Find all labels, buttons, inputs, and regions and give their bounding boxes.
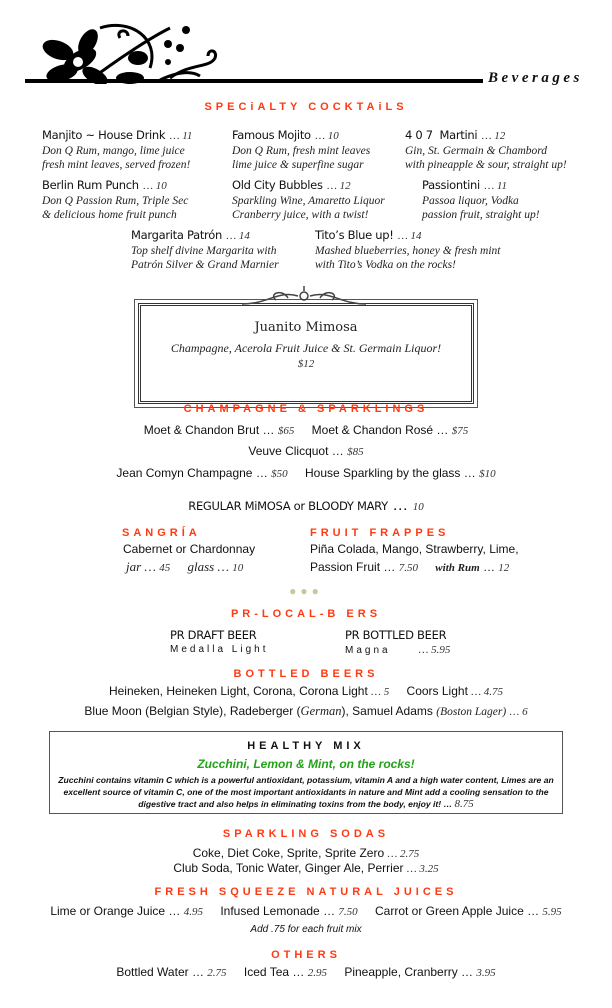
- item-price: … 11: [484, 180, 508, 192]
- item-price: … 12: [327, 180, 351, 192]
- healthy-subtitle: Zucchini, Lemon & Mint, on the rocks!: [197, 757, 415, 771]
- item-price: 2.75: [400, 848, 420, 860]
- item-name: Margarita Patrón: [131, 228, 222, 242]
- rum-label: with Rum: [435, 562, 480, 574]
- item-price: 5.95: [542, 906, 562, 918]
- item-name: Jean Comyn Champagne: [116, 466, 253, 480]
- item-name: Magna: [345, 645, 391, 656]
- item-price: … 10: [143, 180, 167, 192]
- item-price: … 12: [481, 130, 506, 142]
- origin: German: [300, 704, 342, 718]
- item-price: 12: [498, 562, 510, 574]
- item-price: 5: [383, 686, 390, 698]
- item-price: … 14: [397, 230, 422, 242]
- healthy-desc: [56, 774, 556, 810]
- menu-item: [42, 176, 188, 222]
- frappes-line-2: Passion Fruit … 7.50 with Rum … 12: [310, 560, 510, 574]
- item-name: Coke, Diet Coke, Sprite, Sprite Zero: [192, 846, 385, 860]
- bottled-heading: PR BOTTLED BEER: [345, 628, 447, 642]
- item-price: 5.95: [431, 644, 451, 656]
- sangria-line: Cabernet or Chardonnay: [123, 542, 256, 556]
- section-heading-frappes: FRUIT FRAPPES: [310, 527, 450, 539]
- item-name: Heineken, Heineken Light, Corona, Corona Light: [108, 684, 368, 698]
- item-name: Tito’s Blue up!: [315, 228, 394, 242]
- item-price: 4.95: [183, 906, 203, 918]
- menu-item: [315, 226, 500, 272]
- ornament-icon: [238, 284, 370, 308]
- menu-item: [232, 126, 370, 172]
- jar-label: jar: [126, 559, 142, 574]
- item-name: 4 0 7 Martini: [405, 128, 478, 142]
- desc-text: Zucchini contains vitamin C which is a powerful antioxidant, potassium, vitamin A and a high water content, Limes are an excellent source of vitamin C, one of the most important antioxidants in nature and Mint add a cooling sensation to the digestive tract and also helps in eliminating toxins from the body, enjoy it! …: [58, 775, 554, 809]
- item-price: 3.95: [476, 967, 496, 979]
- item-desc: & delicious home fruit punch: [42, 209, 177, 221]
- section-heading-local-beers: PR-LOCAL-B ERS: [230, 608, 382, 620]
- item-desc: with pineapple & sour, straight up!: [405, 159, 567, 171]
- juices-note: Add .75 for each fruit mix: [250, 924, 362, 935]
- item-name: Famous Mojito: [232, 128, 311, 142]
- item-price: … 11: [169, 130, 193, 142]
- item-price: $65: [277, 425, 295, 437]
- section-heading-juices: FRESH SQUEEZE NATURAL JUICES: [154, 886, 458, 898]
- item-name: REGULAR MiMOSA or BLOODY MARY: [188, 499, 388, 513]
- item-price: 4.75: [483, 686, 504, 698]
- floral-logo-icon: [20, 18, 230, 84]
- section-heading-sangria: SANGRÍA: [122, 527, 201, 539]
- item-desc: Mashed blueberries, honey & fresh mint: [315, 245, 501, 257]
- item-desc: Top shelf divine Margarita with: [131, 245, 277, 257]
- header-rule: [25, 79, 483, 83]
- item-desc: Don Q Rum, fresh mint leaves: [232, 145, 371, 157]
- bottled-line-2: Blue Moon (Belgian Style), Radeberger (German), Samuel Adams (Boston Lager) … 6: [84, 704, 528, 718]
- item-price: $10: [479, 468, 496, 480]
- mimosa-line: REGULAR MiMOSA or BLOODY MARY … 10: [188, 497, 424, 514]
- item-name: Lime or Orange Juice: [50, 904, 166, 918]
- champagne-line-1: Moet & Chandon Brut … $65 Moet & Chandon Rosé … $75: [143, 423, 469, 437]
- sodas-line-1: Coke, Diet Coke, Sprite, Sprite Zero … 2.75: [192, 846, 420, 860]
- item-price: $50: [271, 468, 288, 480]
- item-price: $75: [451, 425, 469, 437]
- sangria-prices: jar … 45 glass … 10: [126, 559, 244, 574]
- item-name: Club Soda, Tonic Water, Ginger Ale, Perrier: [173, 861, 404, 875]
- item-price: … 14: [226, 230, 250, 242]
- item-price: 10: [412, 501, 424, 513]
- item-price: 2.75: [207, 967, 227, 979]
- page-title: Beverages: [488, 70, 583, 86]
- style: (Boston Lager): [436, 706, 507, 718]
- section-heading-others: OTHERS: [271, 949, 341, 961]
- item-name: Blue Moon (Belgian Style), Radeberger (: [84, 704, 301, 718]
- item-name: Infused Lemonade: [220, 904, 320, 918]
- featured-price: $12: [297, 358, 315, 370]
- item-desc: with Tito’s Vodka on the rocks!: [315, 259, 456, 271]
- item-price: $85: [347, 446, 364, 458]
- item-name: Passion Fruit: [310, 560, 381, 574]
- sodas-line-2: Club Soda, Tonic Water, Ginger Ale, Perrier … 3.25: [173, 861, 439, 875]
- item-name: Coors Light: [406, 684, 468, 698]
- item-price: 45: [159, 562, 171, 574]
- item-price: 3.25: [419, 863, 439, 875]
- juices-line: Lime or Orange Juice … 4.95 Infused Lemonade … 7.50 Carrot or Green Apple Juice … 5.95: [50, 904, 562, 918]
- item-name: ), Samuel Adams: [341, 704, 437, 718]
- item-desc: Cranberry juice, with a twist!: [232, 209, 369, 221]
- champagne-line-3: Jean Comyn Champagne … $50 House Sparkling by the glass … $10: [116, 466, 496, 480]
- draft-heading: PR DRAFT BEER: [170, 628, 257, 642]
- item-name: Berlin Rum Punch: [42, 178, 139, 192]
- bottled-line-1: Heineken, Heineken Light, Corona, Corona Light … 5 Coors Light … 4.75: [108, 684, 504, 698]
- item-price: 7.50: [338, 906, 358, 918]
- item-name: Manjito ~ House Drink: [42, 128, 166, 142]
- divider-dots-icon: ●●●: [289, 584, 323, 598]
- item-name: House Sparkling by the glass: [305, 466, 461, 480]
- item-name: Old City Bubbles: [232, 178, 323, 192]
- frappes-line-1: Piña Colada, Mango, Strawberry, Lime,: [310, 542, 519, 556]
- item-desc: Don Q Passion Rum, Triple Sec: [42, 195, 189, 207]
- item-price: 7.50: [398, 562, 418, 574]
- featured-name: Juanito Mimosa: [254, 320, 358, 335]
- bottled-beer: Magna … 5.95: [345, 644, 451, 656]
- section-heading-sodas: SPARKLING SODAS: [222, 828, 390, 840]
- item-name: Veuve Clicquot: [248, 444, 329, 458]
- section-heading-bottled-beers: BOTTLED BEERS: [233, 668, 379, 680]
- item-price: 10: [232, 562, 244, 574]
- item-name: Passiontini: [422, 178, 480, 192]
- item-desc: passion fruit, straight up!: [422, 209, 540, 221]
- menu-item: [42, 126, 192, 172]
- item-name: Moet & Chandon Brut: [143, 423, 260, 437]
- item-price: … 10: [315, 130, 339, 142]
- item-price: 2.95: [307, 967, 327, 979]
- menu-item: [232, 176, 385, 222]
- item-desc: Gin, St. Germain & Chambord: [405, 145, 548, 157]
- draft-beer: Medalla Light: [170, 644, 269, 655]
- section-heading-specialty: SPECiALTY COCKTAiLS: [204, 101, 408, 113]
- item-desc: fresh mint leaves, served frozen!: [42, 159, 191, 171]
- item-name: Iced Tea: [243, 965, 290, 979]
- others-line: Bottled Water … 2.75 Iced Tea … 2.95 Pineapple, Cranberry … 3.95: [116, 965, 496, 979]
- menu-item: [131, 226, 279, 272]
- item-price: 6: [522, 706, 528, 718]
- item-name: Bottled Water: [116, 965, 189, 979]
- item-name: Moet & Chandon Rosé: [311, 423, 434, 437]
- champagne-line-2: Veuve Clicquot … $85: [248, 444, 364, 458]
- item-desc: Passoa liquor, Vodka: [422, 195, 519, 207]
- glass-label: glass: [187, 559, 215, 574]
- item-price: 8.75: [454, 798, 474, 810]
- item-desc: Don Q Rum, mango, lime juice: [42, 145, 185, 157]
- section-heading-champagne: CHAMPAGNE & SPARKLINGS: [183, 403, 429, 415]
- section-heading-healthy: HEALTHY MIX: [247, 740, 365, 752]
- menu-item: [422, 176, 540, 222]
- item-desc: Patrón Silver & Grand Marnier: [131, 259, 279, 271]
- featured-desc: Champagne, Acerola Fruit Juice & St. Germain Liquor!: [170, 341, 442, 355]
- item-name: Carrot or Green Apple Juice: [375, 904, 524, 918]
- menu-item: [405, 126, 567, 172]
- item-desc: Sparkling Wine, Amaretto Liquor: [232, 195, 385, 207]
- item-name: Pineapple, Cranberry: [344, 965, 458, 979]
- item-desc: lime juice & superfine sugar: [232, 159, 364, 171]
